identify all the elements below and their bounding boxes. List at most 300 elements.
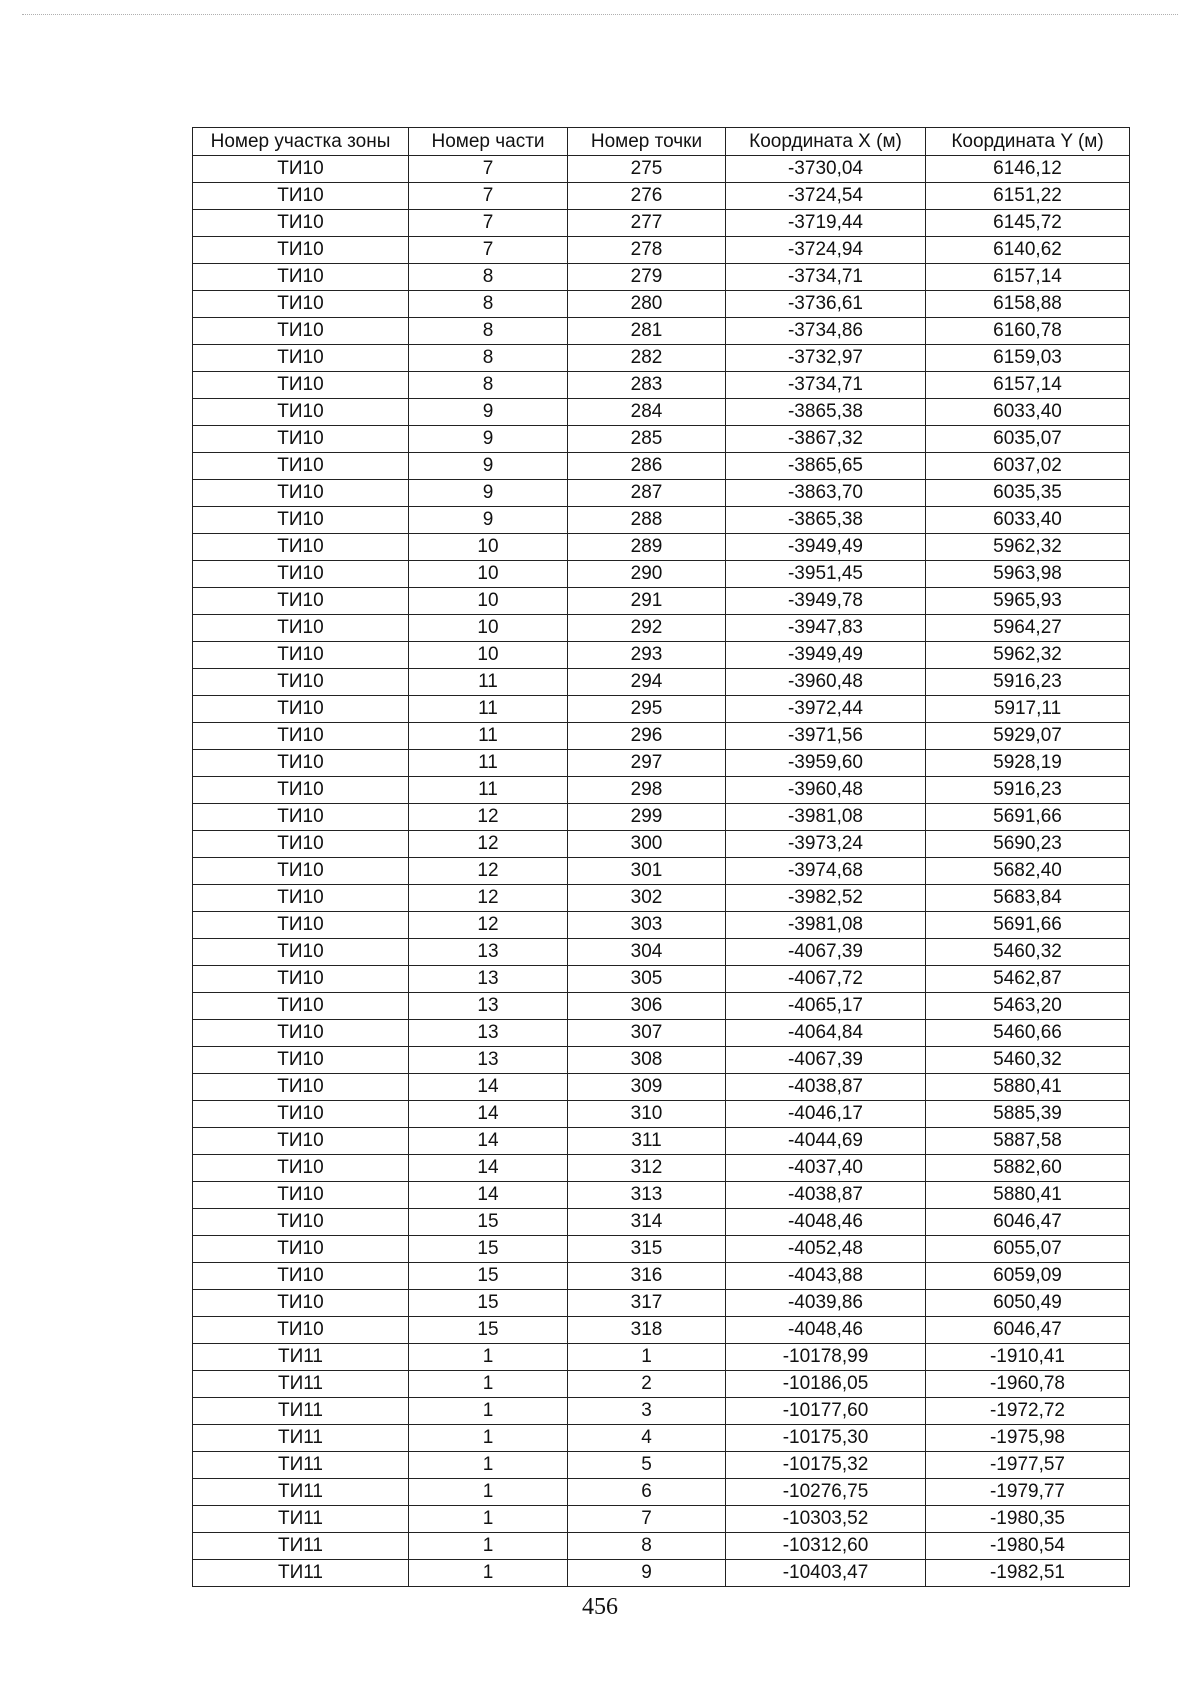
cell-coordinate-x: -4044,69: [726, 1128, 926, 1155]
table-row: [193, 1128, 1130, 1155]
cell-point-number: 7: [568, 1506, 726, 1533]
cell-coordinate-y: 6059,09: [926, 1263, 1130, 1290]
cell-zone-section: ТИ11: [193, 1425, 409, 1452]
cell-coordinate-x: -4037,40: [726, 1155, 926, 1182]
cell-coordinate-y: 5880,41: [926, 1182, 1130, 1209]
table-row: [193, 1452, 1130, 1479]
cell-point-number: 277: [568, 210, 726, 237]
cell-zone-section: ТИ10: [193, 1290, 409, 1317]
table-row: [193, 1155, 1130, 1182]
cell-coordinate-x: -3724,54: [726, 183, 926, 210]
cell-part-number: 1: [409, 1533, 568, 1560]
cell-coordinate-x: -3974,68: [726, 858, 926, 885]
cell-point-number: 285: [568, 426, 726, 453]
cell-zone-section: ТИ10: [193, 1101, 409, 1128]
table-row: [193, 1398, 1130, 1425]
cell-point-number: 302: [568, 885, 726, 912]
cell-coordinate-x: -3730,04: [726, 156, 926, 183]
cell-coordinate-x: -10178,99: [726, 1344, 926, 1371]
cell-coordinate-y: 5460,32: [926, 1047, 1130, 1074]
cell-coordinate-y: 5882,60: [926, 1155, 1130, 1182]
table-row: [193, 966, 1130, 993]
cell-zone-section: ТИ10: [193, 723, 409, 750]
cell-part-number: 9: [409, 426, 568, 453]
cell-coordinate-x: -4052,48: [726, 1236, 926, 1263]
cell-coordinate-x: -3724,94: [726, 237, 926, 264]
cell-part-number: 10: [409, 642, 568, 669]
cell-point-number: 314: [568, 1209, 726, 1236]
table-row: [193, 1020, 1130, 1047]
cell-coordinate-x: -3949,49: [726, 534, 926, 561]
cell-point-number: 312: [568, 1155, 726, 1182]
cell-coordinate-x: -3972,44: [726, 696, 926, 723]
cell-zone-section: ТИ10: [193, 1317, 409, 1344]
cell-part-number: 11: [409, 696, 568, 723]
cell-part-number: 7: [409, 210, 568, 237]
cell-zone-section: ТИ10: [193, 831, 409, 858]
cell-point-number: 294: [568, 669, 726, 696]
cell-coordinate-x: -3734,71: [726, 264, 926, 291]
cell-point-number: 276: [568, 183, 726, 210]
cell-coordinate-x: -3971,56: [726, 723, 926, 750]
cell-coordinate-y: 5682,40: [926, 858, 1130, 885]
cell-coordinate-x: -4065,17: [726, 993, 926, 1020]
cell-coordinate-x: -3981,08: [726, 912, 926, 939]
cell-coordinate-y: -1980,35: [926, 1506, 1130, 1533]
cell-part-number: 12: [409, 885, 568, 912]
cell-zone-section: ТИ10: [193, 534, 409, 561]
column-header-point-number: Номер точки: [568, 128, 726, 156]
table-row: [193, 1506, 1130, 1533]
cell-coordinate-x: -4048,46: [726, 1317, 926, 1344]
cell-part-number: 1: [409, 1479, 568, 1506]
cell-zone-section: ТИ10: [193, 669, 409, 696]
cell-zone-section: ТИ10: [193, 993, 409, 1020]
cell-point-number: 307: [568, 1020, 726, 1047]
cell-coordinate-y: 5887,58: [926, 1128, 1130, 1155]
cell-zone-section: ТИ10: [193, 480, 409, 507]
cell-zone-section: ТИ10: [193, 237, 409, 264]
table-row: [193, 750, 1130, 777]
table-row: [193, 696, 1130, 723]
cell-coordinate-y: -1980,54: [926, 1533, 1130, 1560]
cell-point-number: 296: [568, 723, 726, 750]
cell-coordinate-y: 5683,84: [926, 885, 1130, 912]
cell-coordinate-x: -3867,32: [726, 426, 926, 453]
cell-part-number: 8: [409, 345, 568, 372]
cell-part-number: 1: [409, 1560, 568, 1587]
cell-part-number: 13: [409, 993, 568, 1020]
cell-zone-section: ТИ10: [193, 372, 409, 399]
table-row: [193, 264, 1130, 291]
cell-point-number: 300: [568, 831, 726, 858]
cell-zone-section: ТИ10: [193, 777, 409, 804]
cell-coordinate-x: -3981,08: [726, 804, 926, 831]
cell-part-number: 1: [409, 1344, 568, 1371]
cell-point-number: 298: [568, 777, 726, 804]
cell-zone-section: ТИ10: [193, 696, 409, 723]
cell-coordinate-x: -10175,30: [726, 1425, 926, 1452]
table-row: [193, 993, 1130, 1020]
cell-coordinate-y: -1979,77: [926, 1479, 1130, 1506]
cell-coordinate-x: -10312,60: [726, 1533, 926, 1560]
cell-zone-section: ТИ10: [193, 1128, 409, 1155]
table-row: [193, 912, 1130, 939]
cell-zone-section: ТИ11: [193, 1533, 409, 1560]
table-row: [193, 642, 1130, 669]
cell-point-number: 1: [568, 1344, 726, 1371]
cell-point-number: 275: [568, 156, 726, 183]
cell-point-number: 292: [568, 615, 726, 642]
cell-zone-section: ТИ10: [193, 804, 409, 831]
cell-coordinate-x: -4048,46: [726, 1209, 926, 1236]
cell-part-number: 14: [409, 1182, 568, 1209]
cell-zone-section: ТИ10: [193, 453, 409, 480]
cell-coordinate-y: 6146,12: [926, 156, 1130, 183]
cell-zone-section: ТИ11: [193, 1344, 409, 1371]
cell-point-number: 311: [568, 1128, 726, 1155]
cell-coordinate-x: -3732,97: [726, 345, 926, 372]
cell-coordinate-y: 5462,87: [926, 966, 1130, 993]
cell-coordinate-y: 6035,07: [926, 426, 1130, 453]
table-body: [193, 156, 1130, 1587]
cell-coordinate-y: 6140,62: [926, 237, 1130, 264]
cell-point-number: 317: [568, 1290, 726, 1317]
column-header-part-number: Номер части: [409, 128, 568, 156]
column-header-coordinate-x: Координата X (м): [726, 128, 926, 156]
header-row: [193, 128, 1130, 156]
cell-part-number: 11: [409, 777, 568, 804]
coordinates-table: [192, 127, 1130, 1587]
cell-point-number: 3: [568, 1398, 726, 1425]
table-row: [193, 1236, 1130, 1263]
cell-zone-section: ТИ10: [193, 156, 409, 183]
cell-part-number: 10: [409, 615, 568, 642]
table-row: [193, 399, 1130, 426]
cell-coordinate-y: 5964,27: [926, 615, 1130, 642]
cell-part-number: 9: [409, 507, 568, 534]
cell-coordinate-x: -3863,70: [726, 480, 926, 507]
cell-coordinate-y: 5691,66: [926, 804, 1130, 831]
cell-coordinate-x: -10303,52: [726, 1506, 926, 1533]
cell-coordinate-y: 5690,23: [926, 831, 1130, 858]
page-top-rule: [22, 14, 1178, 15]
cell-coordinate-y: 5460,32: [926, 939, 1130, 966]
cell-part-number: 15: [409, 1317, 568, 1344]
cell-coordinate-y: 5929,07: [926, 723, 1130, 750]
cell-coordinate-x: -3959,60: [726, 750, 926, 777]
cell-zone-section: ТИ10: [193, 885, 409, 912]
cell-coordinate-x: -10175,32: [726, 1452, 926, 1479]
table-row: [193, 885, 1130, 912]
cell-point-number: 316: [568, 1263, 726, 1290]
cell-coordinate-x: -3960,48: [726, 777, 926, 804]
table-row: [193, 1560, 1130, 1587]
cell-part-number: 8: [409, 291, 568, 318]
cell-zone-section: ТИ10: [193, 912, 409, 939]
cell-coordinate-y: 5460,66: [926, 1020, 1130, 1047]
table-row: [193, 939, 1130, 966]
cell-coordinate-x: -4067,39: [726, 939, 926, 966]
cell-coordinate-y: 5962,32: [926, 534, 1130, 561]
cell-coordinate-y: 5916,23: [926, 669, 1130, 696]
cell-part-number: 14: [409, 1101, 568, 1128]
table-row: [193, 723, 1130, 750]
cell-point-number: 283: [568, 372, 726, 399]
cell-coordinate-y: -1972,72: [926, 1398, 1130, 1425]
table-row: [193, 1344, 1130, 1371]
cell-coordinate-x: -3719,44: [726, 210, 926, 237]
cell-coordinate-y: 6157,14: [926, 264, 1130, 291]
cell-point-number: 306: [568, 993, 726, 1020]
cell-point-number: 290: [568, 561, 726, 588]
cell-zone-section: ТИ10: [193, 642, 409, 669]
cell-coordinate-x: -10186,05: [726, 1371, 926, 1398]
cell-point-number: 297: [568, 750, 726, 777]
table-row: [193, 345, 1130, 372]
cell-point-number: 304: [568, 939, 726, 966]
cell-point-number: 2: [568, 1371, 726, 1398]
cell-point-number: 281: [568, 318, 726, 345]
cell-part-number: 1: [409, 1425, 568, 1452]
cell-point-number: 284: [568, 399, 726, 426]
table-row: [193, 1425, 1130, 1452]
cell-coordinate-x: -3734,71: [726, 372, 926, 399]
table-row: [193, 1290, 1130, 1317]
cell-part-number: 10: [409, 534, 568, 561]
cell-coordinate-y: -1977,57: [926, 1452, 1130, 1479]
cell-part-number: 10: [409, 561, 568, 588]
cell-point-number: 303: [568, 912, 726, 939]
cell-part-number: 11: [409, 750, 568, 777]
cell-coordinate-x: -3736,61: [726, 291, 926, 318]
cell-part-number: 7: [409, 156, 568, 183]
cell-point-number: 291: [568, 588, 726, 615]
page-number: 456: [582, 1594, 618, 1620]
table-row: [193, 1074, 1130, 1101]
table-row: [193, 1263, 1130, 1290]
table-row: [193, 534, 1130, 561]
cell-part-number: 12: [409, 912, 568, 939]
cell-coordinate-x: -10276,75: [726, 1479, 926, 1506]
cell-part-number: 12: [409, 858, 568, 885]
table-row: [193, 156, 1130, 183]
cell-coordinate-y: 5965,93: [926, 588, 1130, 615]
cell-zone-section: ТИ10: [193, 318, 409, 345]
cell-point-number: 299: [568, 804, 726, 831]
cell-point-number: 305: [568, 966, 726, 993]
cell-part-number: 12: [409, 831, 568, 858]
table-row: [193, 588, 1130, 615]
table-row: [193, 183, 1130, 210]
cell-coordinate-y: 6033,40: [926, 507, 1130, 534]
table-header: [193, 128, 1130, 156]
cell-zone-section: ТИ10: [193, 210, 409, 237]
cell-coordinate-y: 6055,07: [926, 1236, 1130, 1263]
cell-point-number: 4: [568, 1425, 726, 1452]
cell-zone-section: ТИ10: [193, 561, 409, 588]
table-row: [193, 318, 1130, 345]
table-row: [193, 507, 1130, 534]
cell-coordinate-x: -4067,39: [726, 1047, 926, 1074]
cell-point-number: 279: [568, 264, 726, 291]
cell-part-number: 13: [409, 1047, 568, 1074]
table-row: [193, 1533, 1130, 1560]
cell-part-number: 15: [409, 1236, 568, 1263]
table-row: [193, 210, 1130, 237]
table-row: [193, 804, 1130, 831]
cell-coordinate-y: 5691,66: [926, 912, 1130, 939]
cell-coordinate-x: -3949,78: [726, 588, 926, 615]
cell-zone-section: ТИ10: [193, 1155, 409, 1182]
cell-zone-section: ТИ10: [193, 966, 409, 993]
cell-zone-section: ТИ10: [193, 939, 409, 966]
table-row: [193, 291, 1130, 318]
cell-coordinate-y: 6033,40: [926, 399, 1130, 426]
cell-part-number: 1: [409, 1398, 568, 1425]
cell-point-number: 313: [568, 1182, 726, 1209]
cell-coordinate-y: 6151,22: [926, 183, 1130, 210]
cell-part-number: 1: [409, 1452, 568, 1479]
cell-point-number: 301: [568, 858, 726, 885]
table-row: [193, 453, 1130, 480]
cell-part-number: 8: [409, 264, 568, 291]
cell-point-number: 5: [568, 1452, 726, 1479]
table-row: [193, 1371, 1130, 1398]
cell-coordinate-y: 6035,35: [926, 480, 1130, 507]
cell-part-number: 11: [409, 669, 568, 696]
cell-zone-section: ТИ11: [193, 1479, 409, 1506]
cell-zone-section: ТИ10: [193, 1020, 409, 1047]
cell-coordinate-x: -4038,87: [726, 1074, 926, 1101]
cell-coordinate-x: -3949,49: [726, 642, 926, 669]
cell-coordinate-y: 5963,98: [926, 561, 1130, 588]
table-row: [193, 237, 1130, 264]
table-row: [193, 831, 1130, 858]
cell-zone-section: ТИ10: [193, 399, 409, 426]
cell-point-number: 318: [568, 1317, 726, 1344]
cell-coordinate-x: -3960,48: [726, 669, 926, 696]
cell-point-number: 293: [568, 642, 726, 669]
cell-zone-section: ТИ10: [193, 1182, 409, 1209]
cell-coordinate-x: -3951,45: [726, 561, 926, 588]
cell-zone-section: ТИ11: [193, 1560, 409, 1587]
cell-zone-section: ТИ10: [193, 1047, 409, 1074]
cell-coordinate-y: -1975,98: [926, 1425, 1130, 1452]
cell-part-number: 14: [409, 1074, 568, 1101]
cell-part-number: 13: [409, 939, 568, 966]
cell-coordinate-y: 5880,41: [926, 1074, 1130, 1101]
table-row: [193, 561, 1130, 588]
cell-zone-section: ТИ11: [193, 1371, 409, 1398]
cell-point-number: 280: [568, 291, 726, 318]
cell-zone-section: ТИ10: [193, 1074, 409, 1101]
table-row: [193, 1101, 1130, 1128]
table-row: [193, 1209, 1130, 1236]
table-row: [193, 426, 1130, 453]
cell-point-number: 309: [568, 1074, 726, 1101]
cell-coordinate-x: -4067,72: [726, 966, 926, 993]
cell-part-number: 13: [409, 1020, 568, 1047]
cell-point-number: 278: [568, 237, 726, 264]
table-row: [193, 1182, 1130, 1209]
cell-zone-section: ТИ10: [193, 291, 409, 318]
cell-part-number: 9: [409, 399, 568, 426]
cell-coordinate-y: 5962,32: [926, 642, 1130, 669]
cell-coordinate-y: 6160,78: [926, 318, 1130, 345]
cell-coordinate-x: -10177,60: [726, 1398, 926, 1425]
cell-zone-section: ТИ10: [193, 183, 409, 210]
cell-coordinate-x: -3982,52: [726, 885, 926, 912]
cell-zone-section: ТИ10: [193, 588, 409, 615]
table-row: [193, 615, 1130, 642]
cell-coordinate-x: -3973,24: [726, 831, 926, 858]
column-header-zone-section: Номер участка зоны: [193, 128, 409, 156]
cell-part-number: 1: [409, 1371, 568, 1398]
cell-coordinate-x: -4039,86: [726, 1290, 926, 1317]
cell-part-number: 7: [409, 183, 568, 210]
cell-point-number: 288: [568, 507, 726, 534]
cell-point-number: 282: [568, 345, 726, 372]
cell-zone-section: ТИ10: [193, 264, 409, 291]
cell-coordinate-y: -1910,41: [926, 1344, 1130, 1371]
cell-point-number: 310: [568, 1101, 726, 1128]
cell-coordinate-x: -10403,47: [726, 1560, 926, 1587]
cell-coordinate-x: -4043,88: [726, 1263, 926, 1290]
cell-coordinate-y: 6145,72: [926, 210, 1130, 237]
table-row: [193, 669, 1130, 696]
cell-part-number: 13: [409, 966, 568, 993]
cell-coordinate-y: 6157,14: [926, 372, 1130, 399]
cell-coordinate-x: -4064,84: [726, 1020, 926, 1047]
cell-point-number: 287: [568, 480, 726, 507]
cell-part-number: 15: [409, 1290, 568, 1317]
cell-coordinate-y: 6046,47: [926, 1317, 1130, 1344]
cell-point-number: 9: [568, 1560, 726, 1587]
table-row: [193, 480, 1130, 507]
cell-point-number: 315: [568, 1236, 726, 1263]
table-row: [193, 1047, 1130, 1074]
cell-point-number: 295: [568, 696, 726, 723]
table-row: [193, 1479, 1130, 1506]
cell-zone-section: ТИ11: [193, 1452, 409, 1479]
cell-part-number: 9: [409, 480, 568, 507]
cell-zone-section: ТИ10: [193, 1209, 409, 1236]
cell-coordinate-x: -3865,38: [726, 507, 926, 534]
cell-part-number: 1: [409, 1506, 568, 1533]
cell-point-number: 308: [568, 1047, 726, 1074]
cell-coordinate-y: 6050,49: [926, 1290, 1130, 1317]
cell-coordinate-x: -4046,17: [726, 1101, 926, 1128]
cell-coordinate-y: 6159,03: [926, 345, 1130, 372]
cell-coordinate-y: 6158,88: [926, 291, 1130, 318]
table-row: [193, 372, 1130, 399]
cell-part-number: 12: [409, 804, 568, 831]
cell-zone-section: ТИ10: [193, 345, 409, 372]
cell-coordinate-x: -4038,87: [726, 1182, 926, 1209]
table-row: [193, 777, 1130, 804]
cell-zone-section: ТИ10: [193, 615, 409, 642]
cell-coordinate-y: -1982,51: [926, 1560, 1130, 1587]
cell-coordinate-y: 6037,02: [926, 453, 1130, 480]
cell-zone-section: ТИ11: [193, 1398, 409, 1425]
table-row: [193, 1317, 1130, 1344]
cell-coordinate-y: 5885,39: [926, 1101, 1130, 1128]
cell-part-number: 8: [409, 372, 568, 399]
cell-zone-section: ТИ11: [193, 1506, 409, 1533]
cell-part-number: 14: [409, 1128, 568, 1155]
cell-zone-section: ТИ10: [193, 750, 409, 777]
